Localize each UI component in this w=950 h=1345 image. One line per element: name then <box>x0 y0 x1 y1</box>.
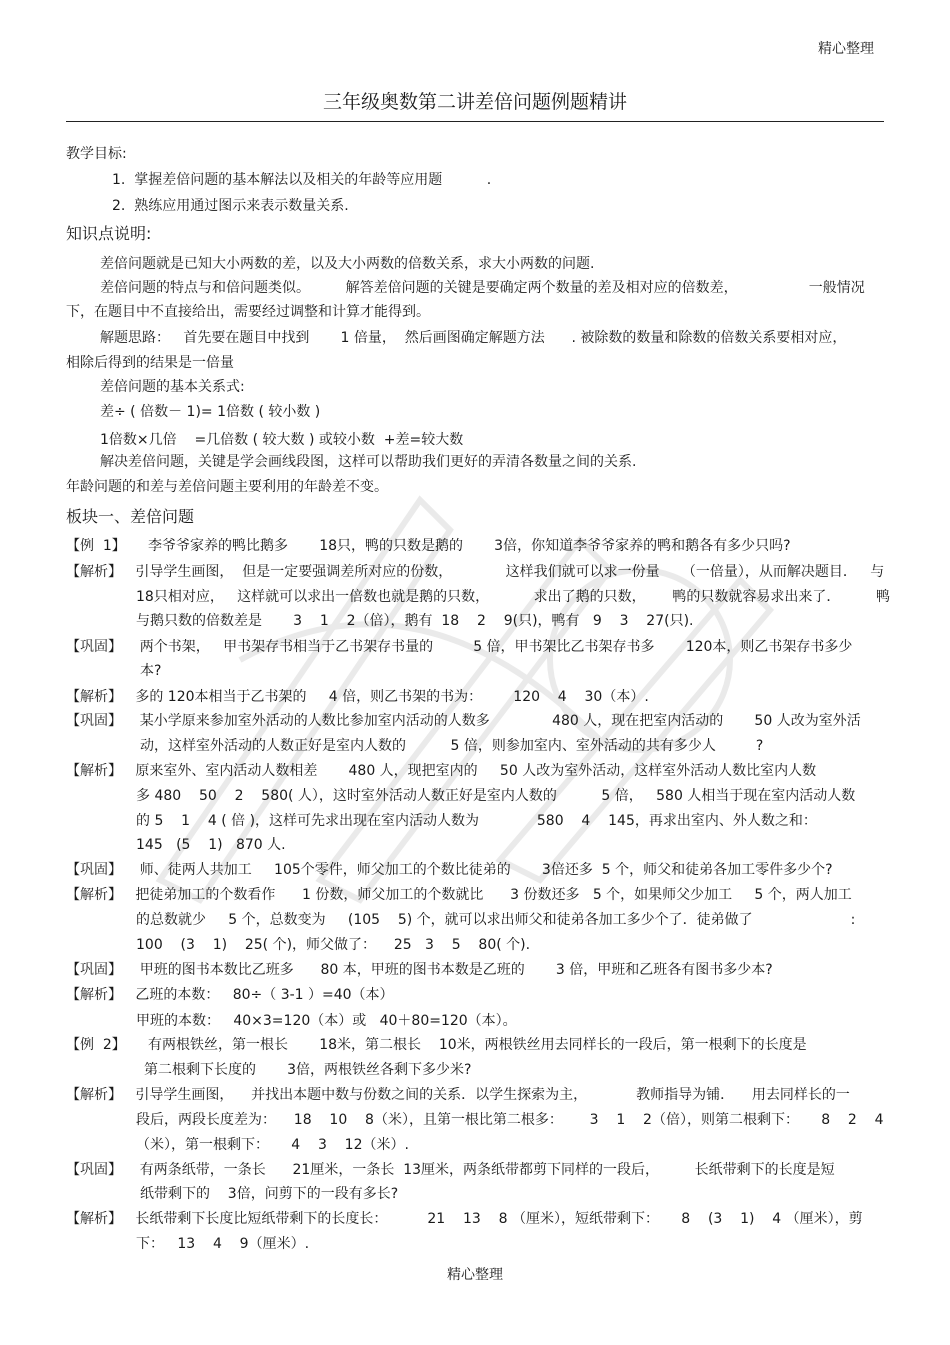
text-line: 【解析】 引导学生画图， 但是一定要强调差所对应的份数， 这样我们就可以求一份量 （一倍量），从而解决题目． 与 <box>66 564 885 580</box>
text-line: 多 480 50 2 580( 人），这时室外活动人数正好是室内人数的 5 倍， 580 人相当于现在室内活动人数 <box>136 788 856 804</box>
text-line: （米），第一根剩下： 4 3 12（米）. <box>136 1137 409 1153</box>
text-line: 【解析】 乙班的本数： 80÷（ 3-1 ）=40（本） <box>66 987 394 1003</box>
document-title: 三年级奥数第二讲差倍问题例题精讲 <box>322 91 627 113</box>
text-line: 1. 掌握差倍问题的基本解法以及相关的年龄等应用题 . <box>112 172 492 188</box>
text-line: 段后，两段长度差为： 18 10 8（米），且第一根比第二根多： 3 1 2（倍），则第二根剩下： 8 2 4 <box>136 1112 884 1128</box>
text-line: 差÷ ( 倍数－ 1)= 1倍数 ( 较小数 ) <box>100 404 321 420</box>
page-footer: 精心整理 <box>447 1267 503 1283</box>
text-line: 纸带剩下的 3倍，问剪下的一段有多长? <box>140 1186 399 1202</box>
text-line: 年龄问题的和差与差倍问题主要利用的年龄差不变。 <box>66 479 388 495</box>
text-line: 相除后得到的结果是一倍量 <box>66 355 234 371</box>
text-line: 1倍数×几倍 =几倍数 ( 较大数 ) 或较小数 +差=较大数 <box>100 432 464 448</box>
text-line: 100 (3 1) 25( 个)，师父做了： 25 3 5 80( 个). <box>136 937 531 953</box>
text-line: 与鹅只数的倍数差是 3 1 2（倍），鹅有 18 2 9(只)，鸭有 9 3 27(只). <box>136 613 694 629</box>
text-line: 第二根剩下长度的 3倍，两根铁丝各剩下多少米? <box>144 1062 472 1078</box>
text-line: 解题思路： 首先要在题目中找到 1 倍量， 然后画图确定解题方法 . 被除数的数量和除数的倍数关系要相对应， <box>100 330 847 346</box>
text-line: 甲班的本数： 40×3=120（本）或 40＋80=120（本）。 <box>136 1013 517 1029</box>
text-line: 差倍问题就是已知大小两数的差，以及大小两数的倍数关系，求大小两数的问题. <box>100 256 595 272</box>
title-divider <box>66 121 884 122</box>
text-line: 【巩固】 师、徒两人共加工 105个零件，师父加工的个数比徒弟的 3倍还多 5 个，师父和徒弟各加工零件多少个? <box>66 862 833 878</box>
text-line: 知识点说明: <box>66 224 152 243</box>
page-header: 精心整理 <box>818 41 874 57</box>
text-line: 差倍问题的基本关系式: <box>100 379 245 395</box>
text-line: 解决差倍问题，关键是学会画线段图，这样可以帮助我们更好的弄清各数量之间的关系. <box>100 454 637 470</box>
text-line: 【巩固】 某小学原来参加室外活动的人数比参加室内活动的人数多 480 人，现在把室内活动的 50 人改为室外活 <box>66 713 861 729</box>
text-line: 【巩固】 两个书架， 甲书架存书相当于乙书架存书量的 5 倍，甲书架比乙书架存书多 120本，则乙书架存书多少 <box>66 639 853 655</box>
text-line: 【解析】 把徒弟加工的个数看作 1 份数，师父加工的个数就比 3 份数还多 5 个，如果师父少加工 5 个，两人加工 <box>66 887 852 903</box>
text-line: 的 5 1 4 ( 倍 )，这样可先求出现在室内活动人数为 580 4 145，再求出室内、外人数之和： <box>136 813 817 829</box>
text-line: 本? <box>140 663 162 679</box>
text-line: 【巩固】 有两条纸带，一条长 21厘米，一条长 13厘米，两条纸带都剪下同样的一段后， 长纸带剩下的长度是短 <box>66 1162 835 1178</box>
text-line: 145 (5 1) 870 人. <box>136 837 286 853</box>
text-line: 18只相对应， 这样就可以求出一倍数也就是鹅的只数， 求出了鹅的只数， 鸭的只数就容易求出来了． 鸭 <box>136 589 890 605</box>
text-line: 的总数就少 5 个，总数变为 (105 5) 个，就可以求出师父和徒弟各加工多少个了．徒弟做了 : <box>136 912 856 928</box>
text-line: 【巩固】 甲班的图书本数比乙班多 80 本，甲班的图书本数是乙班的 3 倍，甲班和乙班各有图书多少本? <box>66 962 773 978</box>
text-line: 【例 1】 李爷爷家养的鸭比鹅多 18只，鸭的只数是鹅的 3倍，你知道李爷爷家养的鸭和鹅各有多少只吗? <box>66 538 791 554</box>
text-line: 【解析】 长纸带剩下长度比短纸带剩下的长度长： 21 13 8 （厘米），短纸带剩下： 8 (3 1) 4 （厘米），剪 <box>66 1211 863 1227</box>
text-line: 差倍问题的特点与和倍问题类似。 解答差倍问题的关键是要确定两个数量的差及相对应的倍数差， 一般情况 <box>100 280 865 296</box>
text-line: 教学目标: <box>66 146 127 162</box>
text-line: 【解析】 原来室外、室内活动人数相差 480 人，现把室内的 50 人改为室外活动，这样室外活动人数比室内人数 <box>66 763 817 779</box>
text-line: 2. 熟练应用通过图示来表示数量关系. <box>112 198 349 214</box>
text-line: 板块一、差倍问题 <box>66 507 195 526</box>
text-line: 下，在题目中不直接给出，需要经过调整和计算才能得到。 <box>66 304 430 320</box>
text-line: 下： 13 4 9（厘米）. <box>136 1236 310 1252</box>
text-line: 【例 2】 有两根铁丝，第一根长 18米，第二根长 10米，两根铁丝用去同样长的一段后，第一根剩下的长度是 <box>66 1037 807 1053</box>
text-line: 【解析】 引导学生画图， 并找出本题中数与份数之间的关系．以学生探索为主， 教师指导为铺． 用去同样长的一 <box>66 1087 850 1103</box>
text-line: 动，这样室外活动的人数正好是室内人数的 5 倍，则参加室内、室外活动的共有多少人 ? <box>140 738 764 754</box>
text-line: 【解析】 多的 120本相当于乙书架的 4 倍，则乙书架的书为： 120 4 30（本）. <box>66 689 649 705</box>
